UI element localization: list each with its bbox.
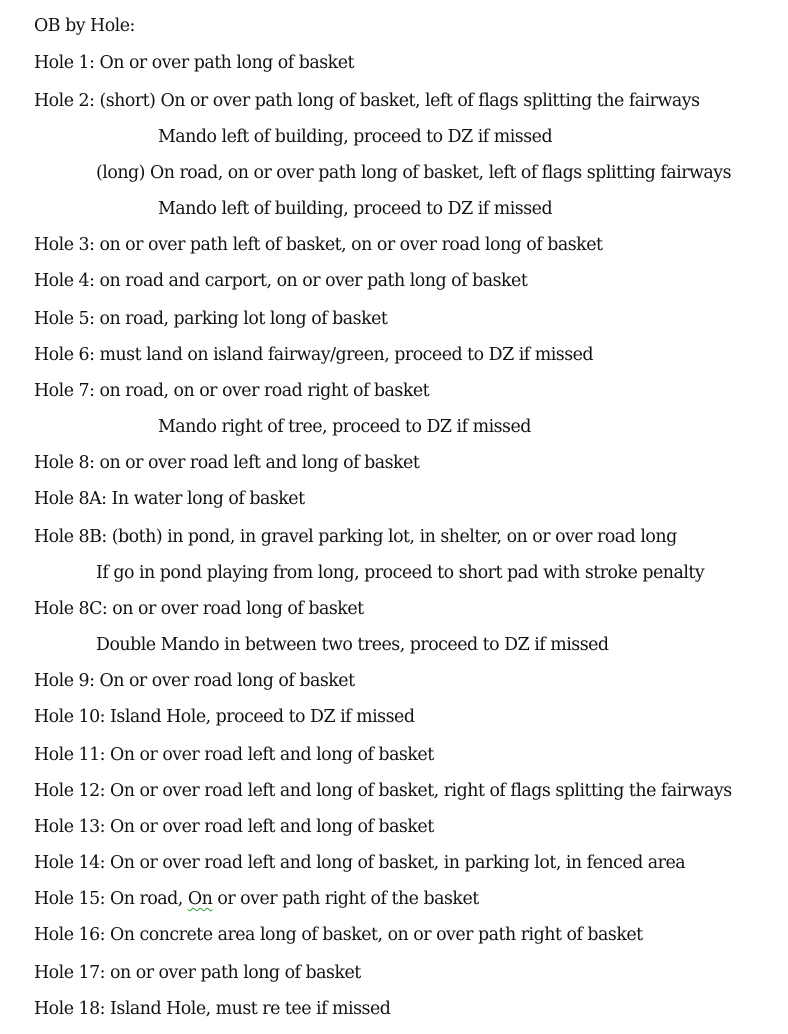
hole-2-long-mando-line: Mando left of building, proceed to DZ if missed — [158, 199, 553, 219]
hole-8c-mando-line: Double Mando in between two trees, proceed to DZ if missed — [96, 635, 609, 655]
hole-8a-line: Hole 8A: In water long of basket — [34, 489, 305, 509]
spellcheck-flagged-word[interactable]: On — [187, 889, 213, 909]
hole-16-line: Hole 16: On concrete area long of basket, on or over path right of basket — [34, 925, 643, 945]
hole-13-line: Hole 13: On or over road left and long of basket — [34, 817, 434, 837]
hole-18-line: Hole 18: Island Hole, must re tee if missed — [34, 999, 391, 1019]
hole-12-line: Hole 12: On or over road left and long of basket, right of flags splitting the fairways — [34, 781, 732, 801]
hole-17-line: Hole 17: on or over path long of basket — [34, 963, 361, 983]
hole-15-line — [34, 888, 479, 910]
hole-8b-line: Hole 8B: (both) in pond, in gravel parking lot, in shelter, on or over road long — [34, 527, 677, 547]
hole-8-line: Hole 8: on or over road left and long of basket — [34, 453, 420, 473]
hole-2-long-line: (long) On road, on or over path long of basket, left of flags splitting fairways — [96, 163, 732, 183]
hole-15-text-before: Hole 15: On road, — [34, 889, 188, 909]
hole-11-line: Hole 11: On or over road left and long of basket — [34, 745, 434, 765]
hole-2-short-line: Hole 2: (short) On or over path long of basket, left of flags splitting the fairways — [34, 91, 700, 111]
hole-7-mando-line: Mando right of tree, proceed to DZ if missed — [158, 417, 531, 437]
hole-10-line: Hole 10: Island Hole, proceed to DZ if missed — [34, 707, 415, 727]
hole-9-line: Hole 9: On or over road long of basket — [34, 671, 355, 691]
hole-14-line: Hole 14: On or over road left and long of basket, in parking lot, in fenced area — [34, 853, 686, 873]
hole-2-short-mando-line: Mando left of building, proceed to DZ if missed — [158, 127, 553, 147]
hole-6-line: Hole 6: must land on island fairway/green, proceed to DZ if missed — [34, 345, 594, 365]
hole-3-line: Hole 3: on or over path left of basket, on or over road long of basket — [34, 235, 603, 255]
document-heading: OB by Hole: — [34, 16, 135, 36]
hole-5-line: Hole 5: on road, parking lot long of basket — [34, 309, 388, 329]
hole-8b-pond-note-line: If go in pond playing from long, proceed to short pad with stroke penalty — [96, 563, 705, 583]
hole-15-text-after: or over path right of the basket — [212, 889, 479, 909]
hole-8c-line: Hole 8C: on or over road long of basket — [34, 599, 364, 619]
hole-7-line: Hole 7: on road, on or over road right of basket — [34, 381, 430, 401]
hole-1-line: Hole 1: On or over path long of basket — [34, 53, 354, 73]
hole-4-line: Hole 4: on road and carport, on or over path long of basket — [34, 271, 528, 291]
